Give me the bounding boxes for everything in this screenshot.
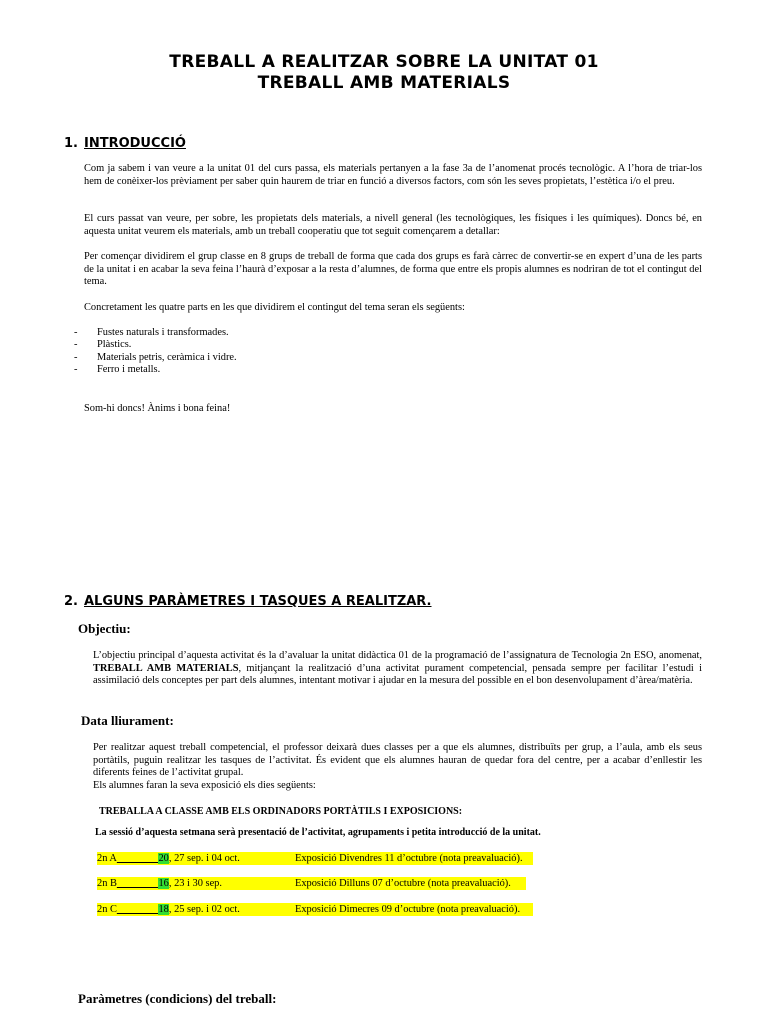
unit-name-bold: TREBALL AMB MATERIALS (93, 662, 239, 674)
day-highlight: 18 (158, 904, 169, 915)
document-title-line-2: TREBALL AMB MATERIALS (257, 73, 511, 93)
intro-paragraph-4: Concretament les quatre parts en les que dividirem el contingut del tema seran els següents: (84, 302, 465, 313)
section-2-heading (64, 594, 432, 609)
exposicio-date: Exposició Dilluns 07 d’octubre (nota preavaluació). (295, 878, 511, 889)
document-title-line-1: TREBALL A REALITZAR SOBRE LA UNITAT 01 (169, 52, 599, 72)
section-1-heading (64, 136, 186, 151)
intro-paragraph-3: Per començar dividirem el grup classe en 8 grups de treball de forma que cada dos grups es farà càrrec de convertir-se en expert d’una de les parts de la unitat i en acabar la seva feina l’haurà d’exposar a la resta d’alumnes, de forma que entre els propis alumnes es nodriran de tot el contingut del tema. (84, 251, 702, 288)
bullet-item: - Ferro i metalls. (74, 364, 161, 375)
bullet-item: - Plàstics. (74, 339, 132, 350)
schedule-row-2n-c: 2n C________18, 25 sep. i 02 oct. Exposició Dimecres 09 d’octubre (nota preavaluació). (97, 903, 533, 916)
section-1-number: 1. (64, 136, 78, 151)
objectiu-label: Objectiu: (78, 621, 131, 636)
section-2-number: 2. (64, 594, 78, 609)
closing-line: Som-hi doncs! Ànims i bona feina! (84, 403, 231, 414)
parametres-label: Paràmetres (condicions) del treball: (78, 991, 277, 1006)
schedule-row-2n-a: 2n A________20, 27 sep. i 04 oct. Exposició Divendres 11 d’octubre (nota preavaluació). (97, 852, 533, 865)
intro-paragraph-1: Com ja sabem i van veure a la unitat 01 del curs passa, els materials pertanyen a la fase 3a de l’anomenat procés tecnològic. A l’hora de triar-los hem de conèixer-los prèviament per saber quin haurem de triar en funció a diversos factors, com són les seves propietats, l’estètica i/o el preu. (84, 163, 702, 187)
data-paragraph-1: Per realitzar aquest treball competencial, el professor deixarà dues classes per a que els alumnes, distribuïts per grup, a l’aula, amb els seus portàtils, puguin realitzar les tasques de l’activitat. És evident que els alumnes hauran de quedar fora del centre, per a acabar d’enllestir les diferents feines de l’activitat grupal. (93, 742, 702, 779)
bullet-item: - Fustes naturals i transformades. (74, 327, 229, 338)
schedule-row-2n-b: 2n B________16, 23 i 30 sep. Exposició Dilluns 07 d’octubre (nota preavaluació). (97, 877, 526, 890)
day-highlight: 16 (158, 878, 169, 889)
section-2-title: ALGUNS PARÀMETRES I TASQUES A REALITZAR. (84, 594, 432, 609)
sessio-note: La sessió d’aquesta setmana serà presentació de l’activitat, agrupaments i petita introducció de la unitat. (95, 827, 541, 838)
data-paragraph-2: Els alumnes faran la seva exposició els dies següents: (93, 780, 316, 791)
exposicio-date: Exposició Divendres 11 d’octubre (nota preavaluació). (295, 853, 523, 864)
bullet-item: - Materials petris, ceràmica i vidre. (74, 352, 237, 363)
day-highlight: 20 (158, 853, 169, 864)
intro-paragraph-2: El curs passat van veure, per sobre, les propietats dels materials, a nivell general (les tecnològiques, les físiques i les químiques). Doncs bé, en aquesta unitat veurem els materials, amb un treball cooperatiu que tot seguit començarem a detallar: (84, 213, 702, 237)
data-lliurament-label: Data lliurament: (81, 713, 174, 728)
section-1-title: INTRODUCCIÓ (84, 136, 186, 151)
exposicio-date: Exposició Dimecres 09 d’octubre (nota preavaluació). (295, 904, 521, 915)
objectiu-paragraph: L’objectiu principal d’aquesta activitat és la d’avaluar la unitat didàctica 01 de la programació de l’assignatura de Tecnologia 2n ESO, anomenat, TREBALL AMB MATERIALS, mitjançant la realització d’una activitat purament competencial, pensada sempre per facilitar l’estudi i assimilació dels conceptes per part dels alumnes, intentant motivar i ajudar en la mesura del possible en el bon desenvolupament d’àrea/matèria. (93, 650, 702, 687)
treballa-heading: TREBALLA A CLASSE AMB ELS ORDINADORS PORTÀTILS I EXPOSICIONS: (99, 806, 463, 817)
